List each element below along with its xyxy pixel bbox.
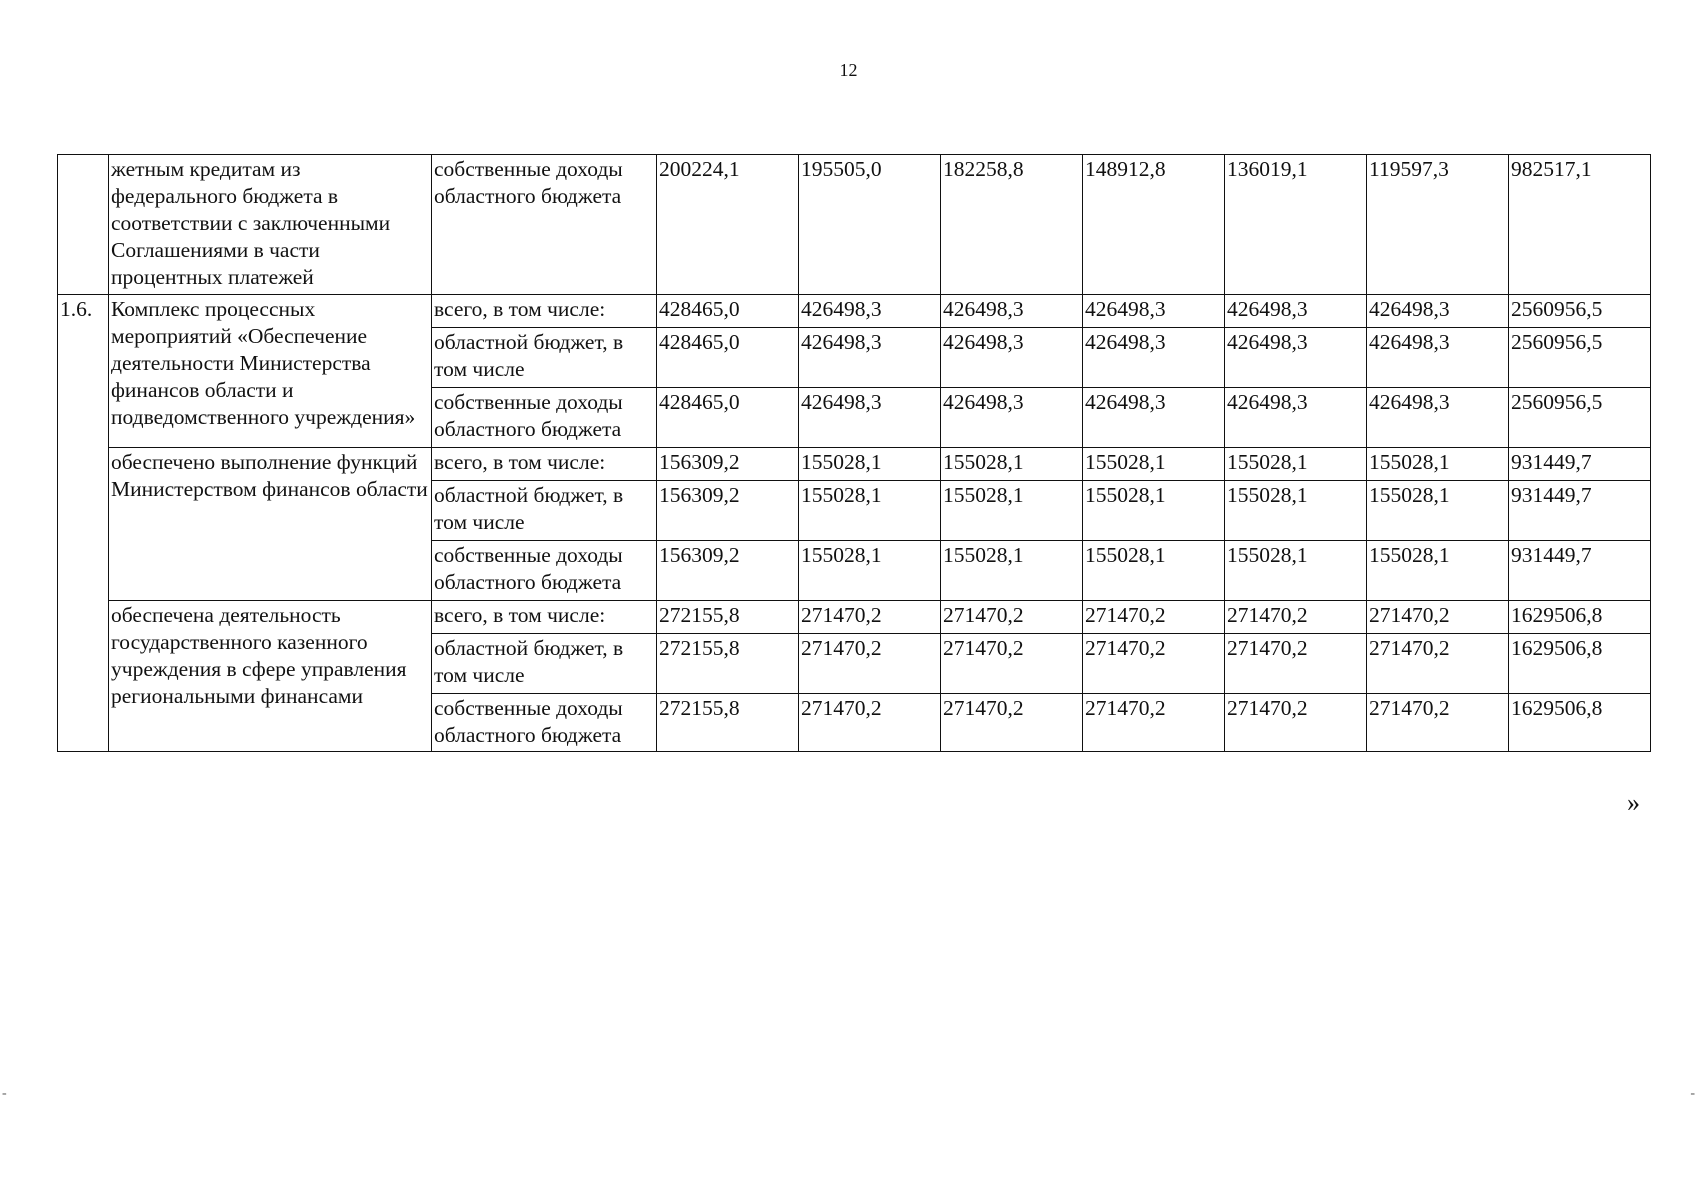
measure-name-cell: Комплекс процессных мероприятий «Обеспечение деятельности Министерства финансов области и подведомственного учреждения» (109, 295, 432, 448)
funding-source-cell: всего, в том числе: (432, 295, 657, 328)
value-cell: 426498,3 (1083, 388, 1225, 448)
value-cell: 271470,2 (1083, 634, 1225, 694)
table-row (58, 448, 1651, 481)
value-cell: 426498,3 (1225, 388, 1367, 448)
measure-name-cell: жетным кредитам из федерального бюджета в соответствии с заключенными Соглашениями в части процентных платежей (109, 155, 432, 295)
value-cell: 426498,3 (799, 295, 941, 328)
value-cell: 148912,8 (1083, 155, 1225, 295)
total-cell: 931449,7 (1509, 481, 1651, 541)
value-cell: 271470,2 (1225, 634, 1367, 694)
value-cell: 155028,1 (1225, 448, 1367, 481)
total-cell: 931449,7 (1509, 448, 1651, 481)
value-cell: 271470,2 (799, 694, 941, 752)
value-cell: 155028,1 (1083, 541, 1225, 601)
funding-source-cell: собственные доходы областного бюджета (432, 155, 657, 295)
value-cell: 271470,2 (1083, 601, 1225, 634)
total-cell: 982517,1 (1509, 155, 1651, 295)
value-cell: 426498,3 (1225, 295, 1367, 328)
edge-mark-right: - (1690, 1086, 1695, 1101)
value-cell: 271470,2 (799, 601, 941, 634)
funding-source-cell: областной бюджет, в том числе (432, 481, 657, 541)
value-cell: 156309,2 (657, 481, 799, 541)
closing-quote: » (1627, 788, 1640, 817)
funding-source-cell: всего, в том числе: (432, 601, 657, 634)
value-cell: 272155,8 (657, 634, 799, 694)
value-cell: 426498,3 (941, 388, 1083, 448)
value-cell: 271470,2 (1367, 634, 1509, 694)
value-cell: 155028,1 (941, 481, 1083, 541)
edge-mark-left: - (2, 1086, 7, 1101)
value-cell: 426498,3 (799, 388, 941, 448)
row-number-cell: 1.6. (58, 295, 109, 752)
funding-source-cell: собственные доходы областного бюджета (432, 541, 657, 601)
funding-source-cell: всего, в том числе: (432, 448, 657, 481)
measure-name-cell: обеспечена деятельность государственного казенного учреждения в сфере управления региональными финансами (109, 601, 432, 752)
value-cell: 195505,0 (799, 155, 941, 295)
value-cell: 156309,2 (657, 448, 799, 481)
value-cell: 155028,1 (1083, 481, 1225, 541)
value-cell: 155028,1 (799, 448, 941, 481)
value-cell: 155028,1 (941, 448, 1083, 481)
value-cell: 271470,2 (1083, 694, 1225, 752)
value-cell: 271470,2 (1225, 694, 1367, 752)
value-cell: 271470,2 (941, 694, 1083, 752)
table-row (58, 155, 1651, 295)
total-cell: 2560956,5 (1509, 388, 1651, 448)
value-cell: 271470,2 (941, 634, 1083, 694)
value-cell: 271470,2 (799, 634, 941, 694)
value-cell: 426498,3 (1225, 328, 1367, 388)
value-cell: 155028,1 (1367, 481, 1509, 541)
value-cell: 155028,1 (1367, 541, 1509, 601)
funding-source-cell: собственные доходы областного бюджета (432, 694, 657, 752)
value-cell: 272155,8 (657, 694, 799, 752)
funding-source-cell: областной бюджет, в том числе (432, 328, 657, 388)
value-cell: 428465,0 (657, 295, 799, 328)
budget-table (57, 154, 1651, 752)
value-cell: 155028,1 (1225, 541, 1367, 601)
funding-source-cell: областной бюджет, в том числе (432, 634, 657, 694)
value-cell: 426498,3 (1083, 295, 1225, 328)
value-cell: 136019,1 (1225, 155, 1367, 295)
total-cell: 2560956,5 (1509, 295, 1651, 328)
value-cell: 200224,1 (657, 155, 799, 295)
funding-source-cell: собственные доходы областного бюджета (432, 388, 657, 448)
total-cell: 1629506,8 (1509, 634, 1651, 694)
total-cell: 1629506,8 (1509, 601, 1651, 634)
row-number-cell (58, 155, 109, 295)
value-cell: 155028,1 (1083, 448, 1225, 481)
table-row (58, 601, 1651, 634)
value-cell: 155028,1 (1367, 448, 1509, 481)
value-cell: 155028,1 (799, 541, 941, 601)
value-cell: 156309,2 (657, 541, 799, 601)
value-cell: 271470,2 (941, 601, 1083, 634)
value-cell: 428465,0 (657, 328, 799, 388)
value-cell: 155028,1 (799, 481, 941, 541)
value-cell: 271470,2 (1367, 601, 1509, 634)
total-cell: 931449,7 (1509, 541, 1651, 601)
value-cell: 272155,8 (657, 601, 799, 634)
table-row (58, 295, 1651, 328)
value-cell: 426498,3 (1367, 388, 1509, 448)
total-cell: 1629506,8 (1509, 694, 1651, 752)
total-cell: 2560956,5 (1509, 328, 1651, 388)
value-cell: 426498,3 (1367, 295, 1509, 328)
value-cell: 155028,1 (1225, 481, 1367, 541)
value-cell: 271470,2 (1225, 601, 1367, 634)
value-cell: 426498,3 (941, 295, 1083, 328)
value-cell: 119597,3 (1367, 155, 1509, 295)
value-cell: 182258,8 (941, 155, 1083, 295)
value-cell: 426498,3 (799, 328, 941, 388)
value-cell: 155028,1 (941, 541, 1083, 601)
page-number: 12 (839, 60, 858, 80)
value-cell: 426498,3 (941, 328, 1083, 388)
value-cell: 426498,3 (1367, 328, 1509, 388)
value-cell: 428465,0 (657, 388, 799, 448)
value-cell: 271470,2 (1367, 694, 1509, 752)
value-cell: 426498,3 (1083, 328, 1225, 388)
measure-name-cell: обеспечено выполнение функций Министерством финансов области (109, 448, 432, 601)
